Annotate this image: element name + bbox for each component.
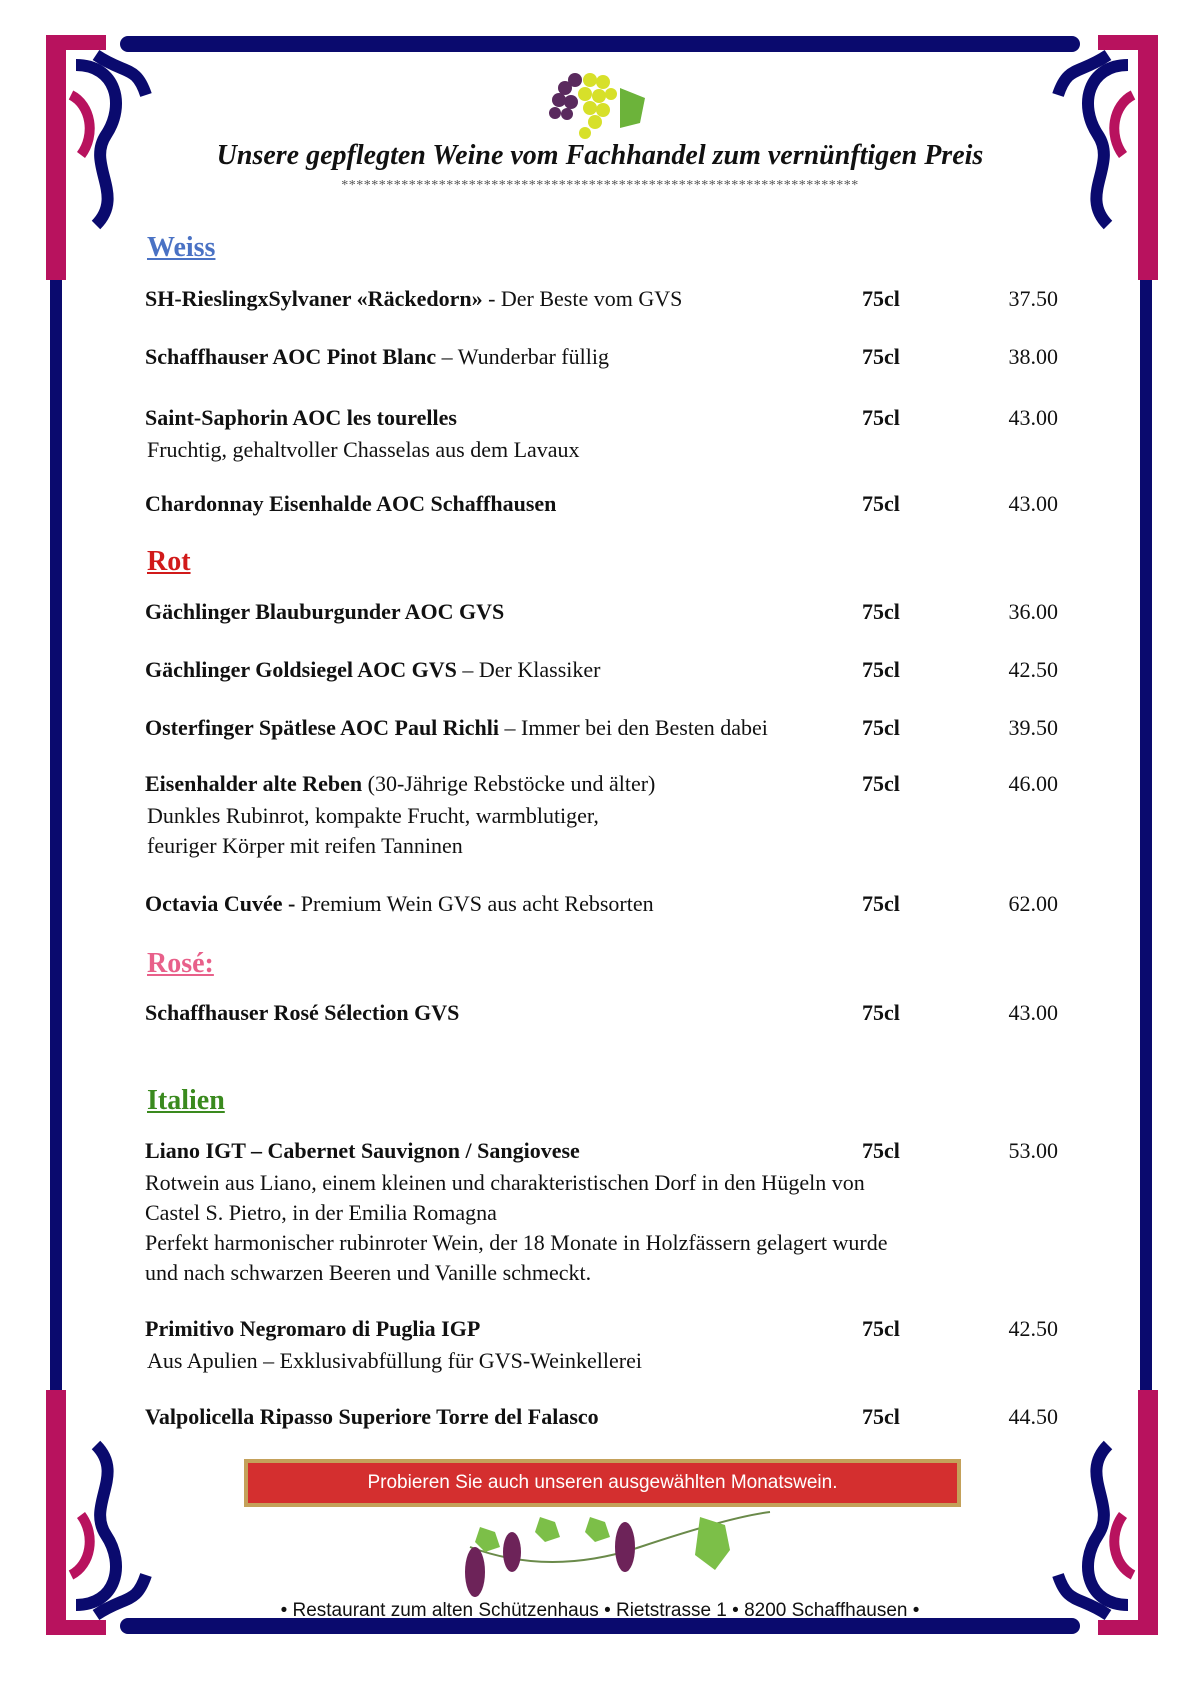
wine-name: Gächlinger Blauburgunder AOC GVS <box>145 599 505 624</box>
wine-note: Premium Wein GVS aus acht Rebsorten <box>295 891 654 916</box>
wine-description: Castel S. Pietro, in der Emilia Romagna <box>145 1200 497 1225</box>
wine-name: Octavia Cuvée - <box>145 891 296 916</box>
wine-note: – Der Klassiker <box>456 657 601 682</box>
wine-price: 38.00 <box>1008 344 1058 369</box>
wine-note: – Wunderbar füllig <box>436 344 609 369</box>
wine-volume: 75cl <box>862 1138 900 1163</box>
wine-name: Osterfinger Spätlese AOC Paul Richli <box>145 715 500 740</box>
wine-item <box>145 344 609 370</box>
grapes-icon <box>545 58 660 143</box>
page-title: Unsere gepflegten Weine vom Fachhandel zum vernünftigen Preis <box>216 140 984 171</box>
wine-note: – Immer bei den Besten dabei <box>499 715 768 740</box>
wine-note: (30-Jährige Rebstöcke und älter) <box>362 771 656 796</box>
wine-volume: 75cl <box>862 715 900 740</box>
wine-price: 37.50 <box>1008 286 1058 311</box>
wine-name: Gächlinger Goldsiegel AOC GVS <box>145 657 457 682</box>
wine-item <box>145 891 654 917</box>
wine-name: Liano IGT – Cabernet Sauvignon / Sangiovese <box>145 1138 580 1163</box>
wine-price: 43.00 <box>1008 405 1058 430</box>
border-right <box>1140 200 1152 1500</box>
wine-name: Eisenhalder alte Reben <box>145 771 363 796</box>
wine-price: 44.50 <box>1008 1404 1058 1429</box>
wine-item <box>145 657 600 683</box>
wine-description: Aus Apulien – Exklusivabfüllung für GVS-Weinkellerei <box>147 1348 642 1373</box>
wine-volume: 75cl <box>862 599 900 624</box>
border-left <box>50 200 62 1500</box>
wine-price: 62.00 <box>1008 891 1058 916</box>
footer-address: • Restaurant zum alten Schützenhaus • Rietstrasse 1 • 8200 Schaffhausen • <box>280 1600 920 1621</box>
wine-name: SH-RieslingxSylvaner «Räckedorn» <box>145 286 483 311</box>
wine-name: Saint-Saphorin AOC les tourelles <box>145 405 457 430</box>
wine-volume: 75cl <box>862 657 900 682</box>
wine-volume: 75cl <box>862 286 900 311</box>
wine-name: Chardonnay Eisenhalde AOC Schaffhausen <box>145 491 557 516</box>
section-heading: Rot <box>147 546 191 577</box>
wine-price: 46.00 <box>1008 771 1058 796</box>
title-divider: ********************************************************************* <box>341 178 859 193</box>
monthly-wine-banner: Probieren Sie auch unseren ausgewählten Monatswein. <box>244 1459 961 1507</box>
section-heading: Rosé: <box>147 948 214 979</box>
section-heading: Weiss <box>147 232 216 263</box>
wine-item <box>145 405 457 431</box>
wine-description: Dunkles Rubinrot, kompakte Frucht, warmblutiger, <box>147 803 599 828</box>
wine-price: 36.00 <box>1008 599 1058 624</box>
wine-item <box>145 771 655 797</box>
wine-price: 42.50 <box>1008 1316 1058 1341</box>
wine-volume: 75cl <box>862 344 900 369</box>
wine-volume: 75cl <box>862 491 900 516</box>
wine-volume: 75cl <box>862 1404 900 1429</box>
wine-volume: 75cl <box>862 1316 900 1341</box>
wine-price: 39.50 <box>1008 715 1058 740</box>
wine-volume: 75cl <box>862 891 900 916</box>
wine-item <box>145 286 682 312</box>
wine-name: Schaffhauser Rosé Sélection GVS <box>145 1000 460 1025</box>
wine-item <box>145 599 504 625</box>
wine-description: Perfekt harmonischer rubinroter Wein, der 18 Monate in Holzfässern gelagert wurde <box>145 1230 888 1255</box>
wine-name: Schaffhauser AOC Pinot Blanc <box>145 344 437 369</box>
wine-price: 42.50 <box>1008 657 1058 682</box>
wine-description: Rotwein aus Liano, einem kleinen und charakteristischen Dorf in den Hügeln von <box>145 1170 865 1195</box>
wine-item <box>145 715 768 741</box>
section-heading: Italien <box>147 1085 225 1116</box>
border-top <box>120 36 1080 52</box>
wine-description: Fruchtig, gehaltvoller Chasselas aus dem Lavaux <box>147 437 580 462</box>
wine-price: 53.00 <box>1008 1138 1058 1163</box>
wine-name: Primitivo Negromaro di Puglia IGP <box>145 1316 481 1341</box>
wine-description: feuriger Körper mit reifen Tanninen <box>147 833 463 858</box>
wine-item <box>145 1316 480 1342</box>
wine-volume: 75cl <box>862 1000 900 1025</box>
wine-item <box>145 1138 580 1164</box>
wine-volume: 75cl <box>862 771 900 796</box>
wine-item <box>145 1404 599 1430</box>
wine-item <box>145 491 556 517</box>
wine-name: Valpolicella Ripasso Superiore Torre del Falasco <box>145 1404 599 1429</box>
wine-volume: 75cl <box>862 405 900 430</box>
wine-item <box>145 1000 459 1026</box>
wine-note: - Der Beste vom GVS <box>482 286 683 311</box>
wine-description: und nach schwarzen Beeren und Vanille schmeckt. <box>145 1260 592 1285</box>
wine-price: 43.00 <box>1008 1000 1058 1025</box>
wine-price: 43.00 <box>1008 491 1058 516</box>
grapevine-icon <box>450 1507 780 1602</box>
